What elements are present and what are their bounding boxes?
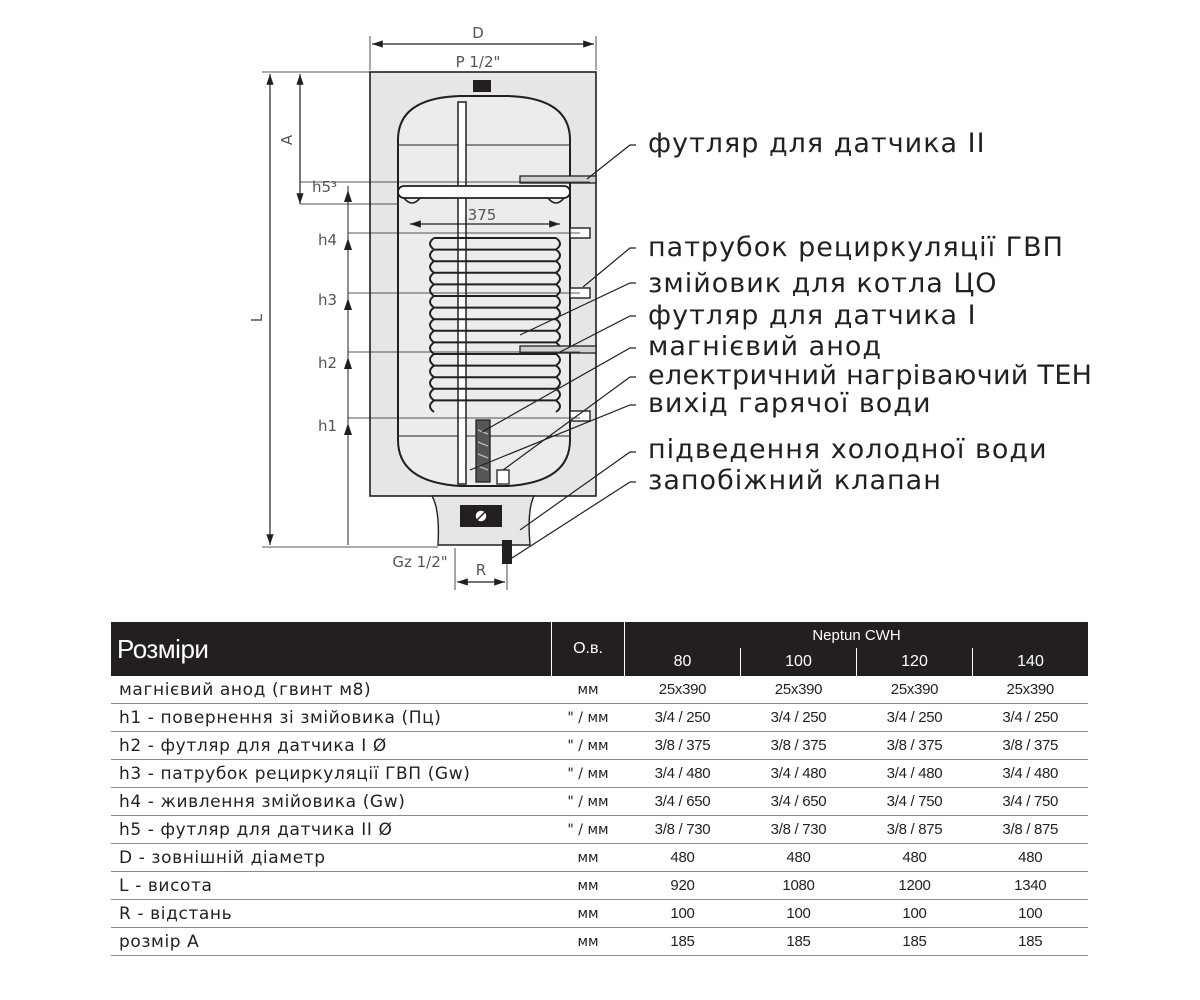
row-value: 3/8 / 730 — [625, 816, 741, 844]
dim-a-label: A — [278, 134, 296, 146]
row-unit: " / мм — [552, 732, 625, 760]
row-value: 185 — [973, 928, 1089, 956]
row-unit: " / мм — [552, 704, 625, 732]
model-header: Neptun CWH — [625, 622, 1089, 648]
sensor-rail — [398, 186, 570, 198]
row-name: D - зовнішній діаметр — [111, 844, 552, 872]
table-row — [111, 844, 1088, 872]
row-unit: мм — [552, 872, 625, 900]
row-name: h2 - футляр для датчика I Ø — [111, 732, 552, 760]
row-value: 3/8 / 375 — [625, 732, 741, 760]
callout-recirculation: патрубок рециркуляції ГВП — [648, 232, 1064, 263]
callout-anode: магнієвий анод — [648, 331, 883, 362]
row-value: 3/4 / 650 — [741, 788, 857, 816]
row-unit: " / мм — [552, 788, 625, 816]
table-row — [111, 732, 1088, 760]
callout-heating-element: електричний нагріваючий ТЕН — [648, 360, 1093, 391]
row-value: 3/4 / 250 — [973, 704, 1089, 732]
row-unit: мм — [552, 900, 625, 928]
dim-d-label: D — [472, 24, 484, 42]
row-value: 3/4 / 480 — [625, 760, 741, 788]
dim-gz-label: Gz 1/2" — [392, 553, 448, 571]
row-value: 920 — [625, 872, 741, 900]
dim-h2-label: h2 — [318, 354, 338, 372]
table-row — [111, 704, 1088, 732]
row-value: 25x390 — [973, 676, 1089, 704]
row-value: 25x390 — [741, 676, 857, 704]
row-value: 185 — [741, 928, 857, 956]
dim-l-label: L — [248, 313, 266, 323]
table-title: Розміри — [111, 622, 552, 676]
row-value: 3/4 / 480 — [741, 760, 857, 788]
table-row — [111, 928, 1088, 956]
row-unit: мм — [552, 844, 625, 872]
callout-hot-water-outlet: вихід гарячої води — [648, 388, 932, 419]
row-value: 185 — [857, 928, 973, 956]
dimensions-table — [111, 622, 1088, 956]
row-value: 3/4 / 480 — [857, 760, 973, 788]
row-name: h3 - патрубок рециркуляції ГВП (Gw) — [111, 760, 552, 788]
row-value: 3/8 / 375 — [973, 732, 1089, 760]
row-value: 100 — [625, 900, 741, 928]
row-value: 25x390 — [857, 676, 973, 704]
row-value: 3/4 / 480 — [973, 760, 1089, 788]
callout-cold-water-inlet: підведення холодної води — [648, 434, 1048, 465]
row-unit: мм — [552, 676, 625, 704]
dim-h4-label: h4 — [318, 231, 338, 249]
row-value: 3/4 / 650 — [625, 788, 741, 816]
callout-sensor-sleeve-1: футляр для датчика I — [648, 300, 977, 331]
row-value: 3/4 / 250 — [857, 704, 973, 732]
row-unit: " / мм — [552, 816, 625, 844]
row-name: h4 - живлення змійовика (Gw) — [111, 788, 552, 816]
callout-sensor-sleeve-2: футляр для датчика II — [648, 128, 986, 159]
callout-safety-valve: запобіжний клапан — [648, 465, 942, 496]
unit-header: O.в. — [552, 622, 625, 676]
size-header: 100 — [741, 648, 857, 676]
row-value: 1200 — [857, 872, 973, 900]
row-unit: мм — [552, 928, 625, 956]
size-header: 120 — [857, 648, 973, 676]
heating-element — [497, 470, 509, 484]
row-value: 3/4 / 250 — [741, 704, 857, 732]
row-value: 1340 — [973, 872, 1089, 900]
row-value: 480 — [625, 844, 741, 872]
table-row — [111, 760, 1088, 788]
row-name: R - відстань — [111, 900, 552, 928]
row-value: 480 — [973, 844, 1089, 872]
row-name: L - висота — [111, 872, 552, 900]
row-name: h1 - повернення зі змійовика (Пц) — [111, 704, 552, 732]
row-name: магнієвий анод (гвинт м8) — [111, 676, 552, 704]
row-value: 480 — [741, 844, 857, 872]
row-value: 3/4 / 250 — [625, 704, 741, 732]
row-value: 3/8 / 375 — [857, 732, 973, 760]
table-row — [111, 676, 1088, 704]
size-header: 140 — [973, 648, 1089, 676]
row-name: h5 - футляр для датчика II Ø — [111, 816, 552, 844]
row-value: 3/8 / 730 — [741, 816, 857, 844]
table-row — [111, 900, 1088, 928]
row-value: 3/8 / 875 — [973, 816, 1089, 844]
table-row — [111, 816, 1088, 844]
size-header: 80 — [625, 648, 741, 676]
dim-h1-label: h1 — [318, 417, 338, 435]
dim-p-label: P 1/2" — [455, 53, 501, 71]
dim-r-label: R — [475, 561, 487, 579]
table-row — [111, 872, 1088, 900]
dim-h3-label: h3 — [318, 291, 338, 309]
dim-375-label: 375 — [467, 206, 497, 224]
row-value: 3/4 / 750 — [857, 788, 973, 816]
row-value: 25x390 — [625, 676, 741, 704]
row-value: 100 — [973, 900, 1089, 928]
table-row — [111, 788, 1088, 816]
row-name: розмір A — [111, 928, 552, 956]
callout-coil: змійовик для котла ЦО — [648, 268, 998, 299]
top-fitting — [473, 80, 491, 92]
row-unit: " / мм — [552, 760, 625, 788]
row-value: 185 — [625, 928, 741, 956]
row-value: 3/8 / 875 — [857, 816, 973, 844]
row-value: 480 — [857, 844, 973, 872]
row-value: 100 — [741, 900, 857, 928]
row-value: 100 — [857, 900, 973, 928]
row-value: 3/8 / 375 — [741, 732, 857, 760]
dim-h5-label: h5³ — [312, 178, 338, 196]
row-value: 1080 — [741, 872, 857, 900]
row-value: 3/4 / 750 — [973, 788, 1089, 816]
